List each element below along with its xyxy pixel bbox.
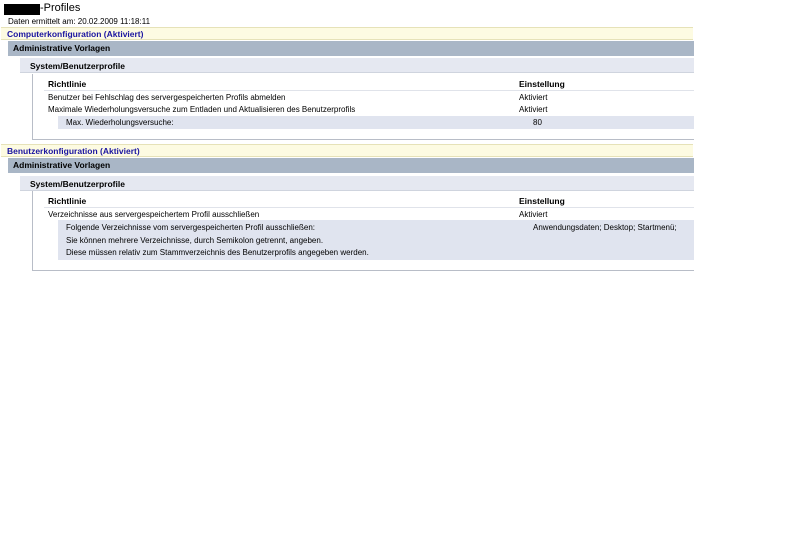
user-system-profiles-title: System/Benutzerprofile bbox=[30, 179, 125, 189]
user-detail-note-2: Diese müssen relativ zum Stammverzeichnis des Benutzerprofils angegeben werden. bbox=[66, 248, 369, 257]
user-config-header[interactable] bbox=[1, 144, 693, 157]
computer-config-title: Computerkonfiguration (Aktiviert) bbox=[7, 29, 144, 39]
user-detail-note-1: Sie können mehrere Verzeichnisse, durch Semikolon getrennt, angeben. bbox=[66, 236, 324, 245]
user-row-1-setting: Aktiviert bbox=[519, 210, 548, 219]
computer-detail-label: Max. Wiederholungsversuche: bbox=[66, 118, 174, 127]
user-detail-block bbox=[58, 220, 694, 260]
computer-col-policy: Richtlinie bbox=[48, 79, 87, 89]
user-config-title: Benutzerkonfiguration (Aktiviert) bbox=[7, 146, 140, 156]
computer-config-header[interactable] bbox=[1, 27, 693, 40]
computer-system-profiles-title: System/Benutzerprofile bbox=[30, 61, 125, 71]
computer-header-divider bbox=[44, 90, 694, 91]
computer-admin-templates-title: Administrative Vorlagen bbox=[13, 43, 111, 53]
user-admin-templates-title: Administrative Vorlagen bbox=[13, 160, 111, 170]
computer-admin-templates-header[interactable] bbox=[8, 41, 694, 56]
user-col-setting: Einstellung bbox=[519, 196, 565, 206]
user-col-policy: Richtlinie bbox=[48, 196, 87, 206]
computer-row-2-setting: Aktiviert bbox=[519, 105, 548, 114]
computer-detail-value: 80 bbox=[533, 118, 542, 127]
computer-row-1-policy: Benutzer bei Fehlschlag des servergespeicherten Profils abmelden bbox=[48, 93, 286, 102]
computer-row-2-policy: Maximale Wiederholungsversuche zum Entladen und Aktualisieren des Benutzerprofils bbox=[48, 105, 356, 114]
computer-system-profiles-header[interactable] bbox=[20, 58, 694, 73]
user-row-1-policy: Verzeichnisse aus servergespeichertem Profil ausschließen bbox=[48, 210, 260, 219]
computer-row-1-setting: Aktiviert bbox=[519, 93, 548, 102]
report-timestamp: Daten ermittelt am: 20.02.2009 11:18:11 bbox=[8, 17, 151, 26]
computer-col-setting: Einstellung bbox=[519, 79, 565, 89]
user-header-divider bbox=[44, 207, 694, 208]
user-detail-value: Anwendungsdaten; Desktop; Startmenü; bbox=[533, 223, 677, 232]
page-title: -Profiles bbox=[40, 2, 81, 14]
computer-detail-block bbox=[58, 116, 694, 129]
user-system-profiles-header[interactable] bbox=[20, 176, 694, 191]
user-admin-templates-header[interactable] bbox=[8, 158, 694, 173]
user-detail-label: Folgende Verzeichnisse vom servergespeicherten Profil ausschließen: bbox=[66, 223, 316, 232]
redacted-name-block bbox=[4, 4, 40, 15]
